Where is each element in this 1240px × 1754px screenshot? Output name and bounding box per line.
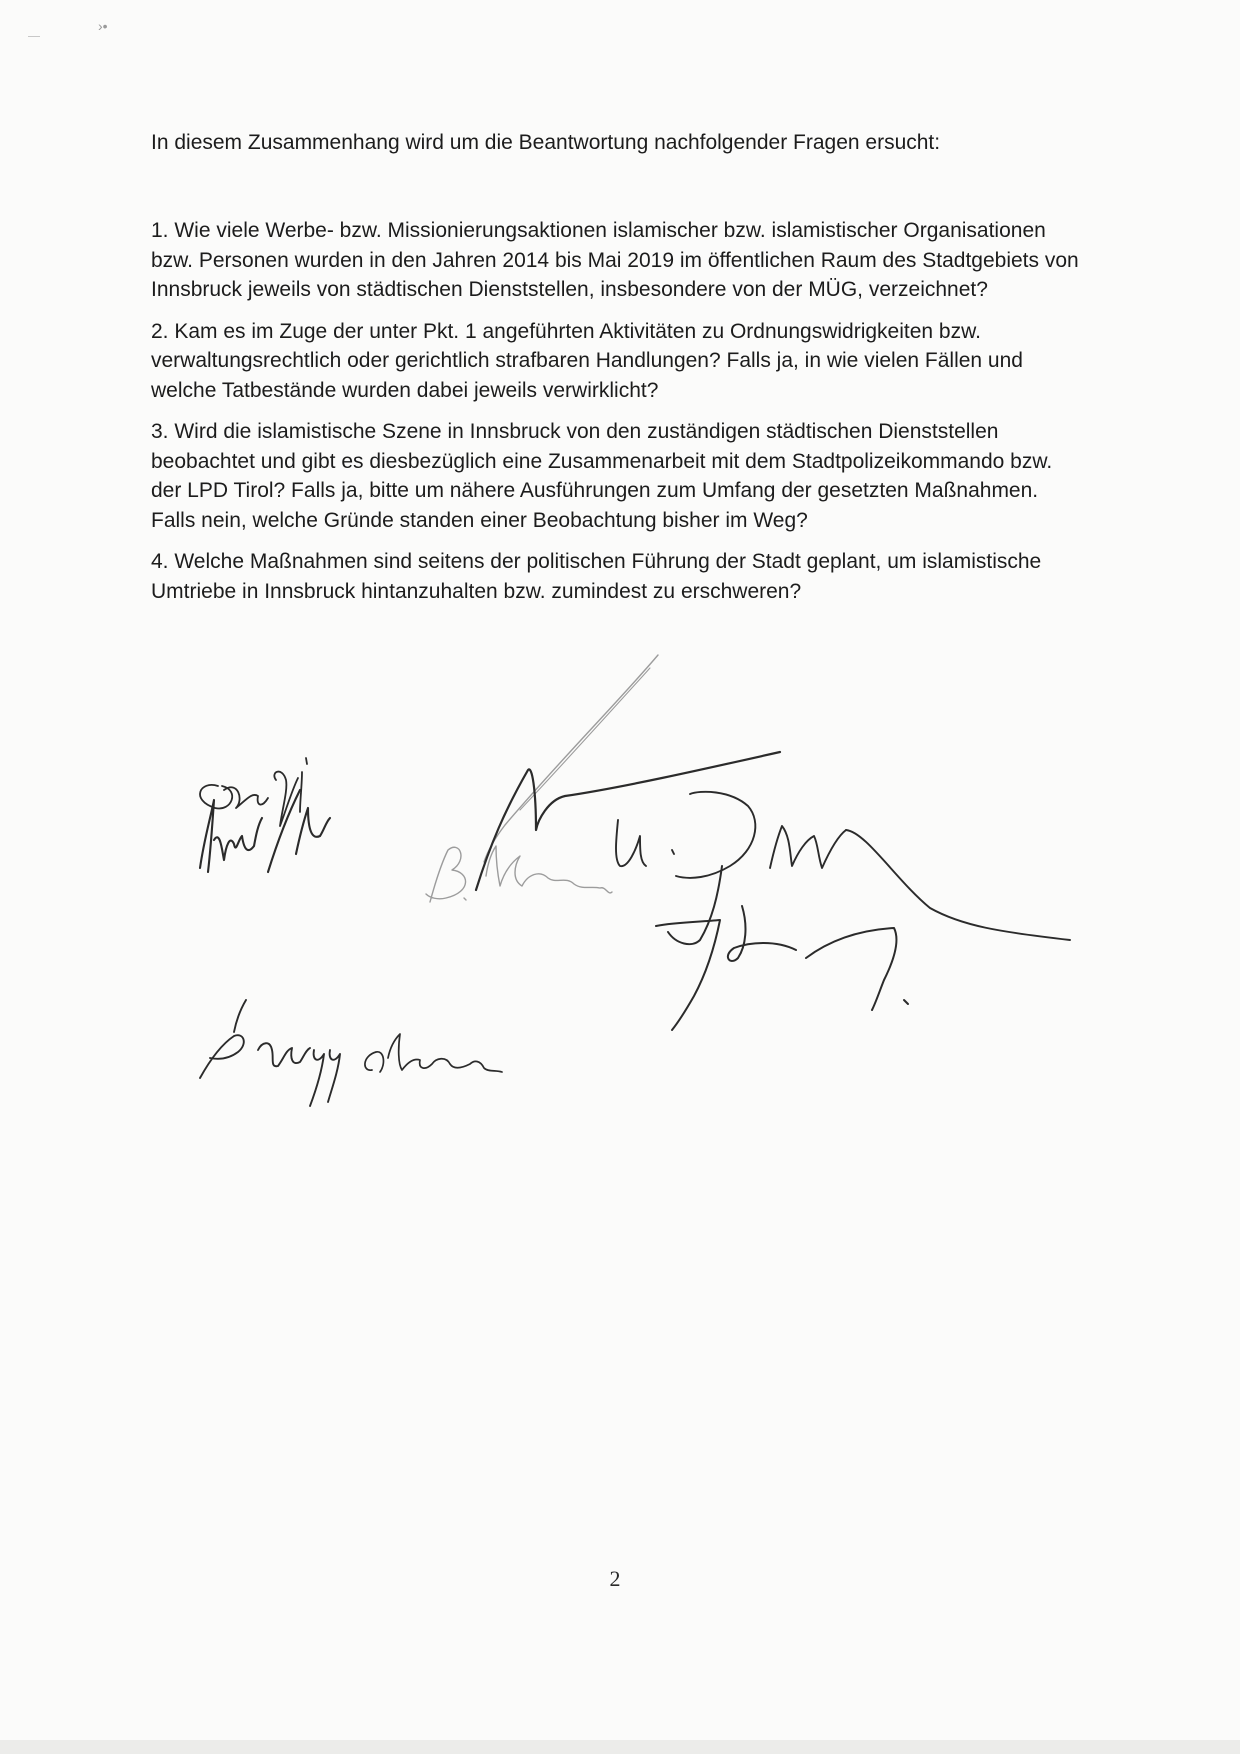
signature-3	[426, 846, 612, 902]
signature-1	[200, 758, 307, 826]
page-number: 2	[609, 1566, 621, 1591]
scan-mark: ›•	[98, 18, 108, 34]
signature-flourish	[476, 752, 780, 890]
signature-4	[200, 1000, 502, 1106]
question-item: 3. Wird die islamistische Szene in Innsbruck von den zuständigen städtischen Dienststellen beobachtet und gibt es diesbezüglich eine Zusammenarbeit mit dem Stadtpolizeikommando bzw. der LPD Tirol? Falls ja, bitte um nähere Ausführungen zum Umfang der gesetzten Maßnahmen. Falls nein, welche Gründe standen einer Beobachtung bisher im Weg?	[151, 420, 1053, 532]
signature-stroke-faint	[484, 655, 658, 862]
intro-paragraph: In diesem Zusammenhang wird um die Beantwortung nachfolgender Fragen ersucht:	[151, 131, 941, 154]
question-item: 1. Wie viele Werbe- bzw. Missionierungsaktionen islamischer bzw. islamistischer Organisationen bzw. Personen wurden in den Jahren 2014 bis Mai 2019 im öffentlichen Raum des Stadtgebiets von Innsbruck jeweils von städtischen Dienststellen, insbesondere von der MÜG, verzeichnet?	[151, 219, 1079, 301]
signature-block	[0, 640, 1240, 1160]
scan-artifact	[28, 36, 40, 37]
question-list	[151, 216, 1081, 618]
signature-5	[616, 792, 1070, 940]
question-item: 2. Kam es im Zuge der unter Pkt. 1 angeführten Aktivitäten zu Ordnungswidrigkeiten bzw. verwaltungsrechtlich oder gerichtlich strafbaren Handlungen? Falls ja, in wie vielen Fällen und welche Tatbestände wurden dabei jeweils verwirklicht?	[151, 319, 1023, 402]
question-item: 4. Welche Maßnahmen sind seitens der politischen Führung der Stadt geplant, um islamistische Umtriebe in Innsbruck hintanzuhalten bzw. zumindest zu erschweren?	[151, 550, 1042, 603]
scan-bottom-edge	[0, 1740, 1240, 1754]
signature-6	[656, 866, 908, 1030]
